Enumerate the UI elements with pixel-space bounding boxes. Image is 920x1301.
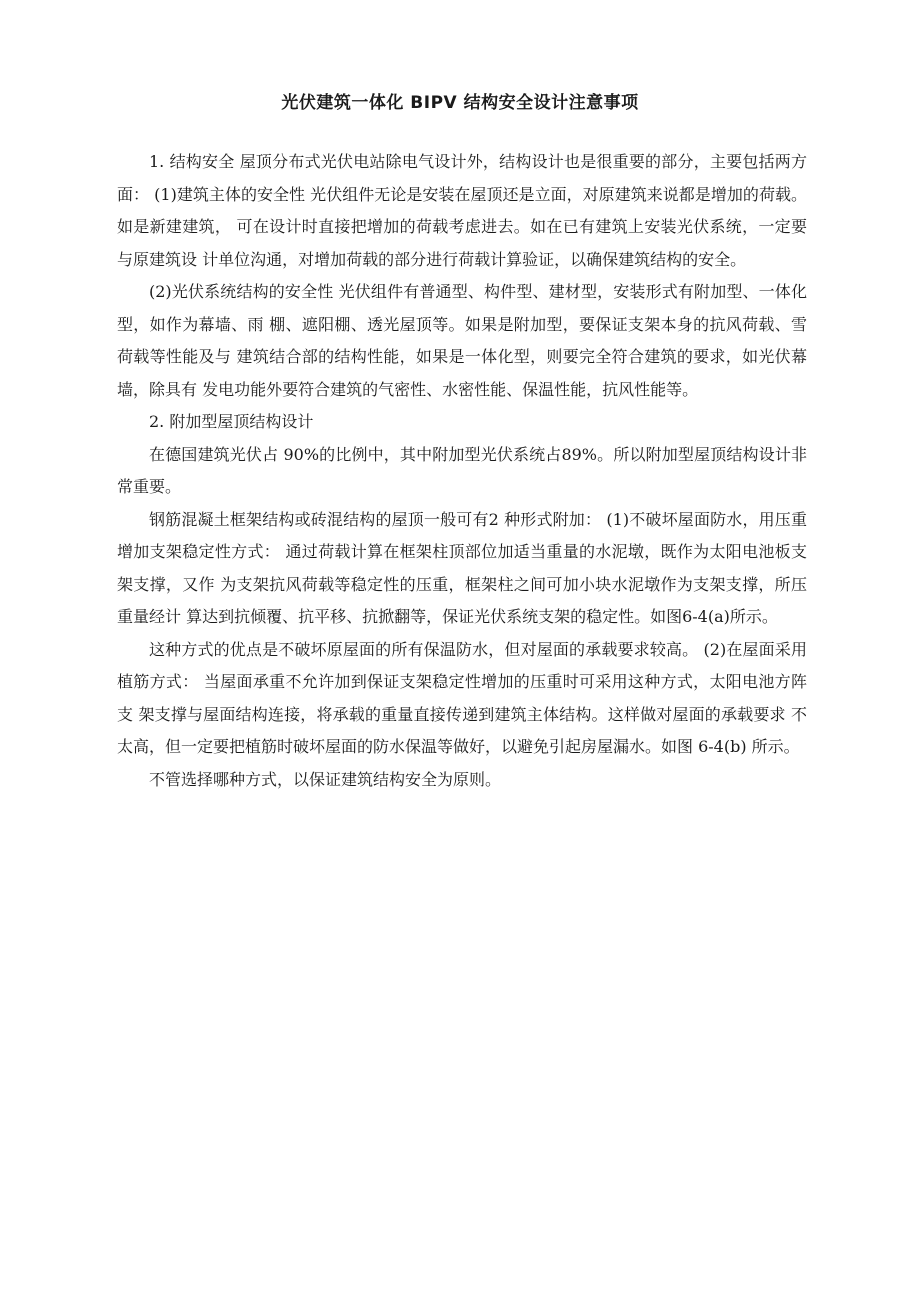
- paragraph-pv-system-safety: (2)光伏系统结构的安全性 光伏组件有普通型、构件型、建材型，安装形式有附加型、一体化型，如作为幕墙、雨 棚、遮阳棚、透光屋顶等。如果是附加型，要保证支架本身的抗风荷载、雪荷载等性能及与 建筑结合部的结构性能，如果是一体化型，则要完全符合建筑的要求，如光伏幕墙，除具有 发电功能外要符合建筑的气密性、水密性能、保温性能，抗风性能等。: [117, 282, 807, 399]
- document-body: [117, 146, 807, 796]
- section-heading-attached-roof: 2. 附加型屋顶结构设计: [149, 412, 314, 431]
- paragraph-conclusion: 不管选择哪种方式，以保证建筑结构安全为原则。: [149, 769, 502, 789]
- paragraph-structural-safety: 1. 结构安全 屋顶分布式光伏电站除电气设计外，结构设计也是很重要的部分，主要包括两方面： (1)建筑主体的安全性 光伏组件无论是安装在屋顶还是立面，对原建筑来说都是增加的荷载。如是新建建筑， 可在设计时直接把增加的荷载考虑进去。如在已有建筑上安装光伏系统，一定要与原建筑设 计单位沟通，对增加荷载的部分进行荷载计算验证，以确保建筑结构的安全。: [117, 152, 807, 269]
- paragraph-ballast-method: 钢筋混凝土框架结构或砖混结构的屋顶一般可有2 种形式附加： (1)不破坏屋面防水，用压重增加支架稳定性方式： 通过荷载计算在框架柱顶部位加适当重量的水泥墩，既作为太阳电池板支架支撑，又作 为支架抗风荷载等稳定性的压重，框架柱之间可加小块水泥墩作为支架支撑，所压重量经计 算达到抗倾覆、抗平移、抗掀翻等，保证光伏系统支架的稳定性。如图6-4(a)所示。: [117, 509, 807, 626]
- page-title: 光伏建筑一体化 BIPV 结构安全设计注意事项: [281, 93, 639, 113]
- paragraph-anchor-method: 这种方式的优点是不破坏原屋面的所有保温防水，但对屋面的承载要求较高。 (2)在屋面采用植筋方式： 当屋面承重不允许加到保证支架稳定性增加的压重时可采用这种方式，太阳电池方阵支 架支撑与屋面结构连接，将承载的重量直接传递到建筑主体结构。这样做对屋面的承载要求 不太高，但一定要把植筋时破坏屋面的防水保温等做好，以避免引起房屋漏水。如图 6-4(b) 所示。: [117, 639, 807, 756]
- paragraph-germany-statistics: 在德国建筑光伏占 90%的比例中，其中附加型光伏系统占89%。所以附加型屋顶结构设计非常重要。: [117, 444, 807, 496]
